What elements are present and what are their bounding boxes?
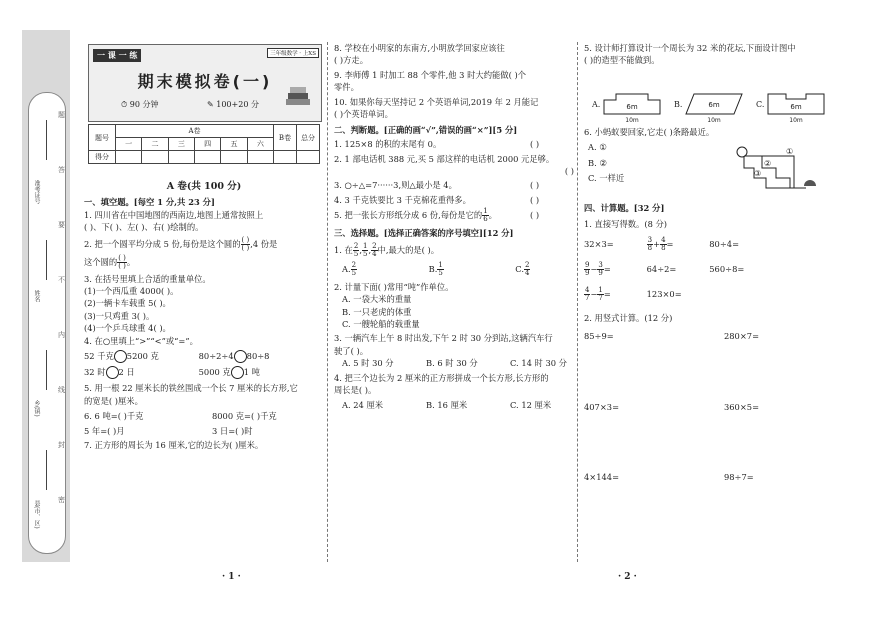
option-c[interactable]: C. 一艘轮船的载重量 [342, 319, 420, 329]
choice-4-options [334, 399, 574, 411]
option-c[interactable]: C. 一样近 [588, 173, 625, 184]
judge-1 [334, 138, 574, 150]
fraction-denominator: 9 [585, 268, 590, 277]
dim-label: 6m [626, 103, 638, 111]
calc-item: 64÷2= [646, 263, 677, 274]
score-row-label: 得分 [89, 151, 116, 164]
fraction-denominator: 8 [661, 243, 666, 252]
compare-item [199, 367, 260, 377]
fraction-numerator: 1 [362, 241, 368, 250]
question-9b: 零件。 [334, 82, 359, 93]
choice-4a: 4. 把三个边长为 2 厘米的正方形拼成一个长方形,长方形的 [334, 372, 549, 383]
label-student-id: 准考证号 [33, 180, 40, 204]
fraction-blank[interactable] [241, 237, 251, 252]
books-icon [285, 85, 311, 107]
fraction-denominator: 8 [647, 243, 653, 252]
calc-item: 560÷8= [709, 263, 745, 274]
compare-item [84, 350, 196, 363]
fraction-numerator: 4 [661, 235, 666, 244]
score-table-col: 四 [194, 138, 220, 151]
seal-char: 答 [58, 166, 65, 174]
choice-6: 6. 小蚂蚁要回家,它走( )条路最近。 [584, 127, 715, 137]
fraction-numerator: 3 [647, 235, 653, 244]
fraction-numerator: ( ) [241, 235, 250, 244]
fraction-numerator: 4 [585, 285, 590, 294]
column-3 [584, 42, 834, 67]
seal-char: 封 [58, 441, 65, 449]
calc-item: 407×3= [584, 401, 620, 412]
question-3-4: (4)一个乒乓球重 4( )。 [84, 323, 171, 334]
dim-label: 6m [708, 101, 720, 109]
score-table-header: A卷 [116, 125, 274, 138]
score-text: 100+20 分 [216, 100, 259, 109]
fraction-numerator: 2 [353, 241, 359, 250]
q2-text-b: ,4 份是 [250, 238, 278, 249]
question-5a: 5. 用一根 22 厘米长的铁丝围成一个长 7 厘米的长方形,它 [84, 383, 298, 394]
score-cell[interactable] [194, 151, 220, 164]
compare-row [84, 366, 324, 379]
fraction-numerator: 1 [438, 260, 443, 269]
part1-heading: 一、填空题。[每空 1 分,共 23 分] [84, 197, 215, 208]
part4-heading: 四、计算题。[32 分] [584, 203, 665, 213]
fraction-numerator: 1 [483, 207, 488, 216]
fraction-denominator: ( ) [118, 261, 126, 270]
column-3-q6 [584, 126, 734, 185]
ant-path-diagram [732, 142, 824, 198]
option-label: A. [592, 100, 601, 109]
dim-label: 10m [707, 117, 721, 124]
calc-item: $\frac{3}{8}$ + $\frac{4}{8}$ = [647, 235, 674, 252]
score-cell[interactable] [142, 151, 168, 164]
fraction-denominator: 7 [585, 293, 590, 302]
judge-text: 1. 125×8 的积的末尾有 0。 [334, 139, 442, 150]
compare-left: 52 千克 [84, 351, 114, 362]
score-table-col: 五 [221, 138, 247, 151]
page-title: 期末模拟卷(一) [137, 72, 273, 91]
column-3-calc [584, 202, 834, 484]
question-6c: 5 年=( )月 [84, 425, 125, 436]
compare-circle[interactable] [106, 366, 119, 379]
choice-1-options [334, 262, 574, 277]
compare-left: 80÷2÷4 [198, 351, 234, 362]
dim-label: 10m [625, 117, 639, 124]
path-label: ① [786, 147, 794, 156]
fraction-numerator: 2 [351, 260, 357, 269]
score-table-header: 总分 [297, 125, 320, 151]
question-8a: 8. 学校在小明家的东南方,小明放学回家应该往 [334, 43, 505, 53]
path-label: ② [764, 159, 772, 168]
choice-5a: 5. 设计师打算设计一个周长为 32 米的花坛,下面设计图中 [584, 43, 796, 53]
fraction [362, 243, 368, 258]
compare-right: 5200 克 [126, 351, 159, 362]
judge-2: 2. 1 部电话机 388 元,买 5 部这样的电话机 2000 元足够。 [334, 153, 555, 164]
calc-item: $\frac{9}{9}$ − $\frac{3}{9}$ = [585, 260, 611, 277]
question-10b: ( )个英语单词。 [334, 109, 393, 120]
calc-item: 4×144= [584, 472, 620, 483]
score-cell[interactable] [168, 151, 194, 164]
seal-char: 线 [58, 386, 65, 394]
grade-badge: 三年级数学 · 上XS [267, 48, 319, 58]
binding-oval [28, 92, 66, 554]
option-b[interactable]: B. 6 时 30 分 [426, 358, 478, 369]
fraction [524, 262, 530, 277]
score-cell[interactable] [274, 151, 297, 164]
choice-text: 中,最大的是( )。 [377, 244, 440, 255]
field-line [46, 450, 47, 490]
vertical-calc-row [584, 471, 834, 483]
q2-text-d: 。 [126, 256, 136, 267]
question-6a: 6. 6 吨=( )千克 [84, 411, 144, 422]
parallelogram-icon [684, 92, 748, 124]
choice-1: 1. 在 $\frac{2}{5}$ , $\frac{1}{5}$ , $\frac{2}{4}$ 中,最大的是( )。 [334, 241, 440, 258]
field-line [46, 240, 47, 280]
fraction-numerator: ( ) [118, 253, 126, 262]
option-label: A. [342, 263, 351, 274]
fraction-denominator: 5 [353, 249, 359, 258]
choice-text: 1. 在 [334, 244, 353, 255]
label-county: 县(市、区) [33, 500, 40, 529]
score-table-col: 三 [168, 138, 194, 151]
fraction [584, 262, 590, 277]
question-3-1: (1)一个西瓜重 4000( )。 [84, 286, 179, 296]
option-label: C. [515, 263, 524, 274]
vertical-calc-row [584, 330, 834, 342]
label-name: 姓名 [33, 290, 40, 302]
option-c[interactable]: C. 14 时 30 分 [510, 358, 567, 369]
score-table-header: 题号 [89, 125, 116, 151]
label-town: 乡(镇) [33, 400, 40, 417]
score-cell[interactable] [116, 151, 142, 164]
question-2c [84, 255, 324, 270]
judge-text: 3. ○÷△=7······3,则△最小是 4。 [334, 180, 457, 191]
choice-2: 2. 计量下面( )常用“吨”作单位。 [334, 281, 454, 292]
choice-4b: 周长是( )。 [334, 385, 377, 396]
score-table-col: 二 [142, 138, 168, 151]
page-number: · 2 · [618, 572, 637, 582]
fraction-blank[interactable] [117, 255, 127, 270]
fraction-denominator: 6 [483, 215, 488, 224]
fraction-denominator: 5 [362, 249, 368, 258]
seal-char: 密 [58, 496, 65, 504]
fraction-numerator: 3 [598, 260, 603, 269]
score-table [88, 124, 320, 164]
question-6b: 8000 克=( )千克 [212, 411, 277, 422]
question-3-2: (2)一辆卡车载重 5( )。 [84, 298, 171, 309]
calc-item: $\frac{4}{7}$ − $\frac{1}{7}$ = [585, 285, 611, 302]
option-a[interactable] [334, 262, 426, 277]
compare-item [84, 366, 196, 379]
choice-3b: 驶了( )。 [334, 345, 369, 356]
question-6-row2 [84, 425, 324, 437]
fraction-numerator: 2 [524, 260, 530, 269]
compare-right: 1 吨 [243, 367, 260, 378]
fraction [351, 262, 357, 277]
compare-circle[interactable] [114, 350, 127, 363]
part2-heading: 二、判断题。[正确的画“√”,错误的画“×”][5 分] [334, 124, 518, 135]
fraction-denominator: 4 [524, 268, 530, 277]
judge-5 [334, 208, 574, 223]
question-2a [84, 237, 324, 252]
fraction-denominator: 5 [438, 268, 443, 277]
compare-left: 32 时 [84, 367, 106, 378]
time-text: 90 分钟 [129, 100, 159, 109]
path-label: ③ [754, 169, 762, 178]
seal-char: 题 [58, 111, 65, 119]
calc-item: 280×7= [724, 331, 760, 342]
choice-3-options [334, 357, 574, 369]
question-6-row1 [84, 410, 324, 422]
calc-2-heading: 2. 用竖式计算。(12 分) [584, 312, 673, 323]
question-1b: ( )、下( )、左( )、右( )绘制的。 [84, 222, 204, 233]
question-7: 7. 正方形的周长为 16 厘米,它的边长为( )厘米。 [84, 439, 264, 450]
calc-item: 85÷9= [584, 331, 614, 342]
calc-item: 98÷7= [724, 472, 754, 483]
exam-header [88, 44, 322, 122]
judge-blank[interactable]: ( ) [530, 180, 540, 191]
dim-label: 10m [789, 117, 803, 124]
judge-text: 4. 3 千克铁要比 3 千克棉花重得多。 [334, 194, 471, 205]
column-divider [577, 42, 578, 562]
column-2 [334, 42, 574, 411]
score-cell[interactable] [247, 151, 273, 164]
question-3-3: (3)一只鸡重 3( )。 [84, 310, 155, 321]
calc-item: 80÷4= [709, 238, 740, 249]
score-cell[interactable] [221, 151, 247, 164]
option-a[interactable]: A. 5 时 30 分 [342, 358, 394, 369]
judge-blank[interactable]: ( ) [564, 165, 574, 176]
question-8b: ( )方走。 [334, 55, 369, 66]
question-3: 3. 在括号里填上合适的重量单位。 [84, 273, 211, 284]
fraction-denominator: ( ) [241, 243, 250, 252]
compare-circle[interactable] [231, 366, 244, 379]
fraction-numerator: 2 [372, 241, 377, 250]
fraction-numerator: 9 [585, 260, 590, 269]
option-b[interactable]: B. ② [588, 157, 607, 168]
score-table-col: 六 [247, 138, 273, 151]
judge-text: 。 [488, 210, 497, 221]
fraction-numerator: 1 [598, 285, 603, 294]
judge-3 [334, 179, 574, 191]
judge-2-blank [334, 165, 574, 177]
question-5b: 的宽是( )厘米。 [84, 395, 143, 406]
fraction [660, 237, 666, 252]
notched-shape-icon [766, 92, 830, 124]
option-label: B. [674, 100, 683, 109]
exam-score: ✎ 100+20 分 [207, 100, 259, 109]
question-10a: 10. 如果你每天坚持记 2 个英语单词,2019 年 2 月能记 [334, 96, 539, 107]
seal-char: 不 [58, 276, 65, 284]
section-a-title: A 卷(共 100 分) [166, 181, 242, 192]
fraction [584, 287, 590, 302]
q2-text: 2. 把一个圆平均分成 5 份,每份是这个圆的 [84, 238, 241, 249]
vertical-calc-row [584, 401, 834, 413]
field-line [46, 120, 47, 160]
dim-label: 6m [790, 103, 802, 111]
fraction [437, 262, 443, 277]
column-1 [84, 180, 324, 451]
page-number: · 1 · [222, 572, 241, 582]
cross-shape-icon [602, 92, 666, 124]
option-b[interactable]: B. 一只老虎的体重 [342, 306, 412, 317]
option-b[interactable] [429, 262, 513, 277]
option-a[interactable]: A. ① [588, 142, 607, 153]
fraction-denominator: 7 [598, 293, 603, 302]
calc-row [584, 237, 834, 252]
option-a[interactable]: A. 24 厘米 [342, 399, 384, 410]
calc-item: 32×3= [584, 238, 614, 249]
fraction [597, 287, 603, 302]
compare-circle[interactable] [234, 350, 247, 363]
compare-right: 80÷8 [246, 351, 270, 362]
score-table-header: B卷 [274, 125, 297, 151]
calc-1-heading: 1. 直接写得数。(8 分) [584, 219, 668, 230]
fraction [353, 243, 359, 258]
option-b[interactable]: B. 16 厘米 [426, 399, 468, 410]
fraction [597, 262, 603, 277]
judge-text: 5. 把一张长方形纸分成 6 份,每份是它的 [334, 210, 483, 221]
option-a[interactable]: A. 一袋大米的重量 [342, 294, 412, 305]
calc-item: 360×5= [724, 401, 760, 412]
score-table-col: 一 [116, 138, 142, 151]
fraction-denominator: 5 [351, 268, 357, 277]
compare-row [84, 350, 324, 363]
judge-blank[interactable]: ( ) [530, 194, 540, 205]
calc-row [584, 287, 834, 302]
home-icon [804, 180, 816, 186]
judge-4 [334, 194, 574, 206]
calc-row [584, 262, 834, 277]
judge-blank[interactable]: ( ) [530, 139, 540, 150]
q2-text-c: 这个圆的 [84, 256, 118, 267]
compare-item [199, 351, 270, 361]
option-c[interactable] [515, 260, 530, 277]
compare-right: 2 日 [118, 367, 135, 378]
question-1a: 1. 四川省在中国地图的西南边,地图上通常按照上 [84, 209, 264, 220]
seal-char: 内 [58, 331, 65, 339]
compare-left: 5000 克 [198, 367, 231, 378]
fraction [647, 237, 653, 252]
question-9a: 9. 李师傅 1 时加工 88 个零件,他 3 时大约能做( )个 [334, 69, 526, 80]
option-label: B. [428, 263, 438, 274]
judge-blank[interactable]: ( ) [530, 210, 540, 221]
field-line [46, 350, 47, 390]
column-divider [327, 42, 328, 562]
fraction-denominator: 9 [598, 268, 603, 277]
calc-item: 123×0= [646, 288, 682, 299]
option-c[interactable]: C. 12 厘米 [510, 399, 552, 410]
choice-5b: ( )的造型不能做到。 [584, 55, 660, 66]
seal-char: 要 [58, 221, 65, 229]
series-tag: 一 课 一 练 [93, 49, 141, 62]
score-cell[interactable] [297, 151, 320, 164]
option-label: C. [756, 100, 765, 109]
fraction-denominator: 4 [372, 249, 377, 258]
part3-heading: 三、选择题。[选择正确答案的序号填空][12 分] [334, 228, 514, 239]
question-6d: 3 日=( )时 [212, 425, 253, 436]
choice-3a: 3. 一辆汽车上午 8 时出发,下午 2 时 30 分到站,这辆汽车行 [334, 333, 553, 344]
exam-time: ⏱ 90 分钟 [121, 100, 159, 109]
question-4: 4. 在○里填上“>”“<”或“=”。 [84, 335, 198, 346]
